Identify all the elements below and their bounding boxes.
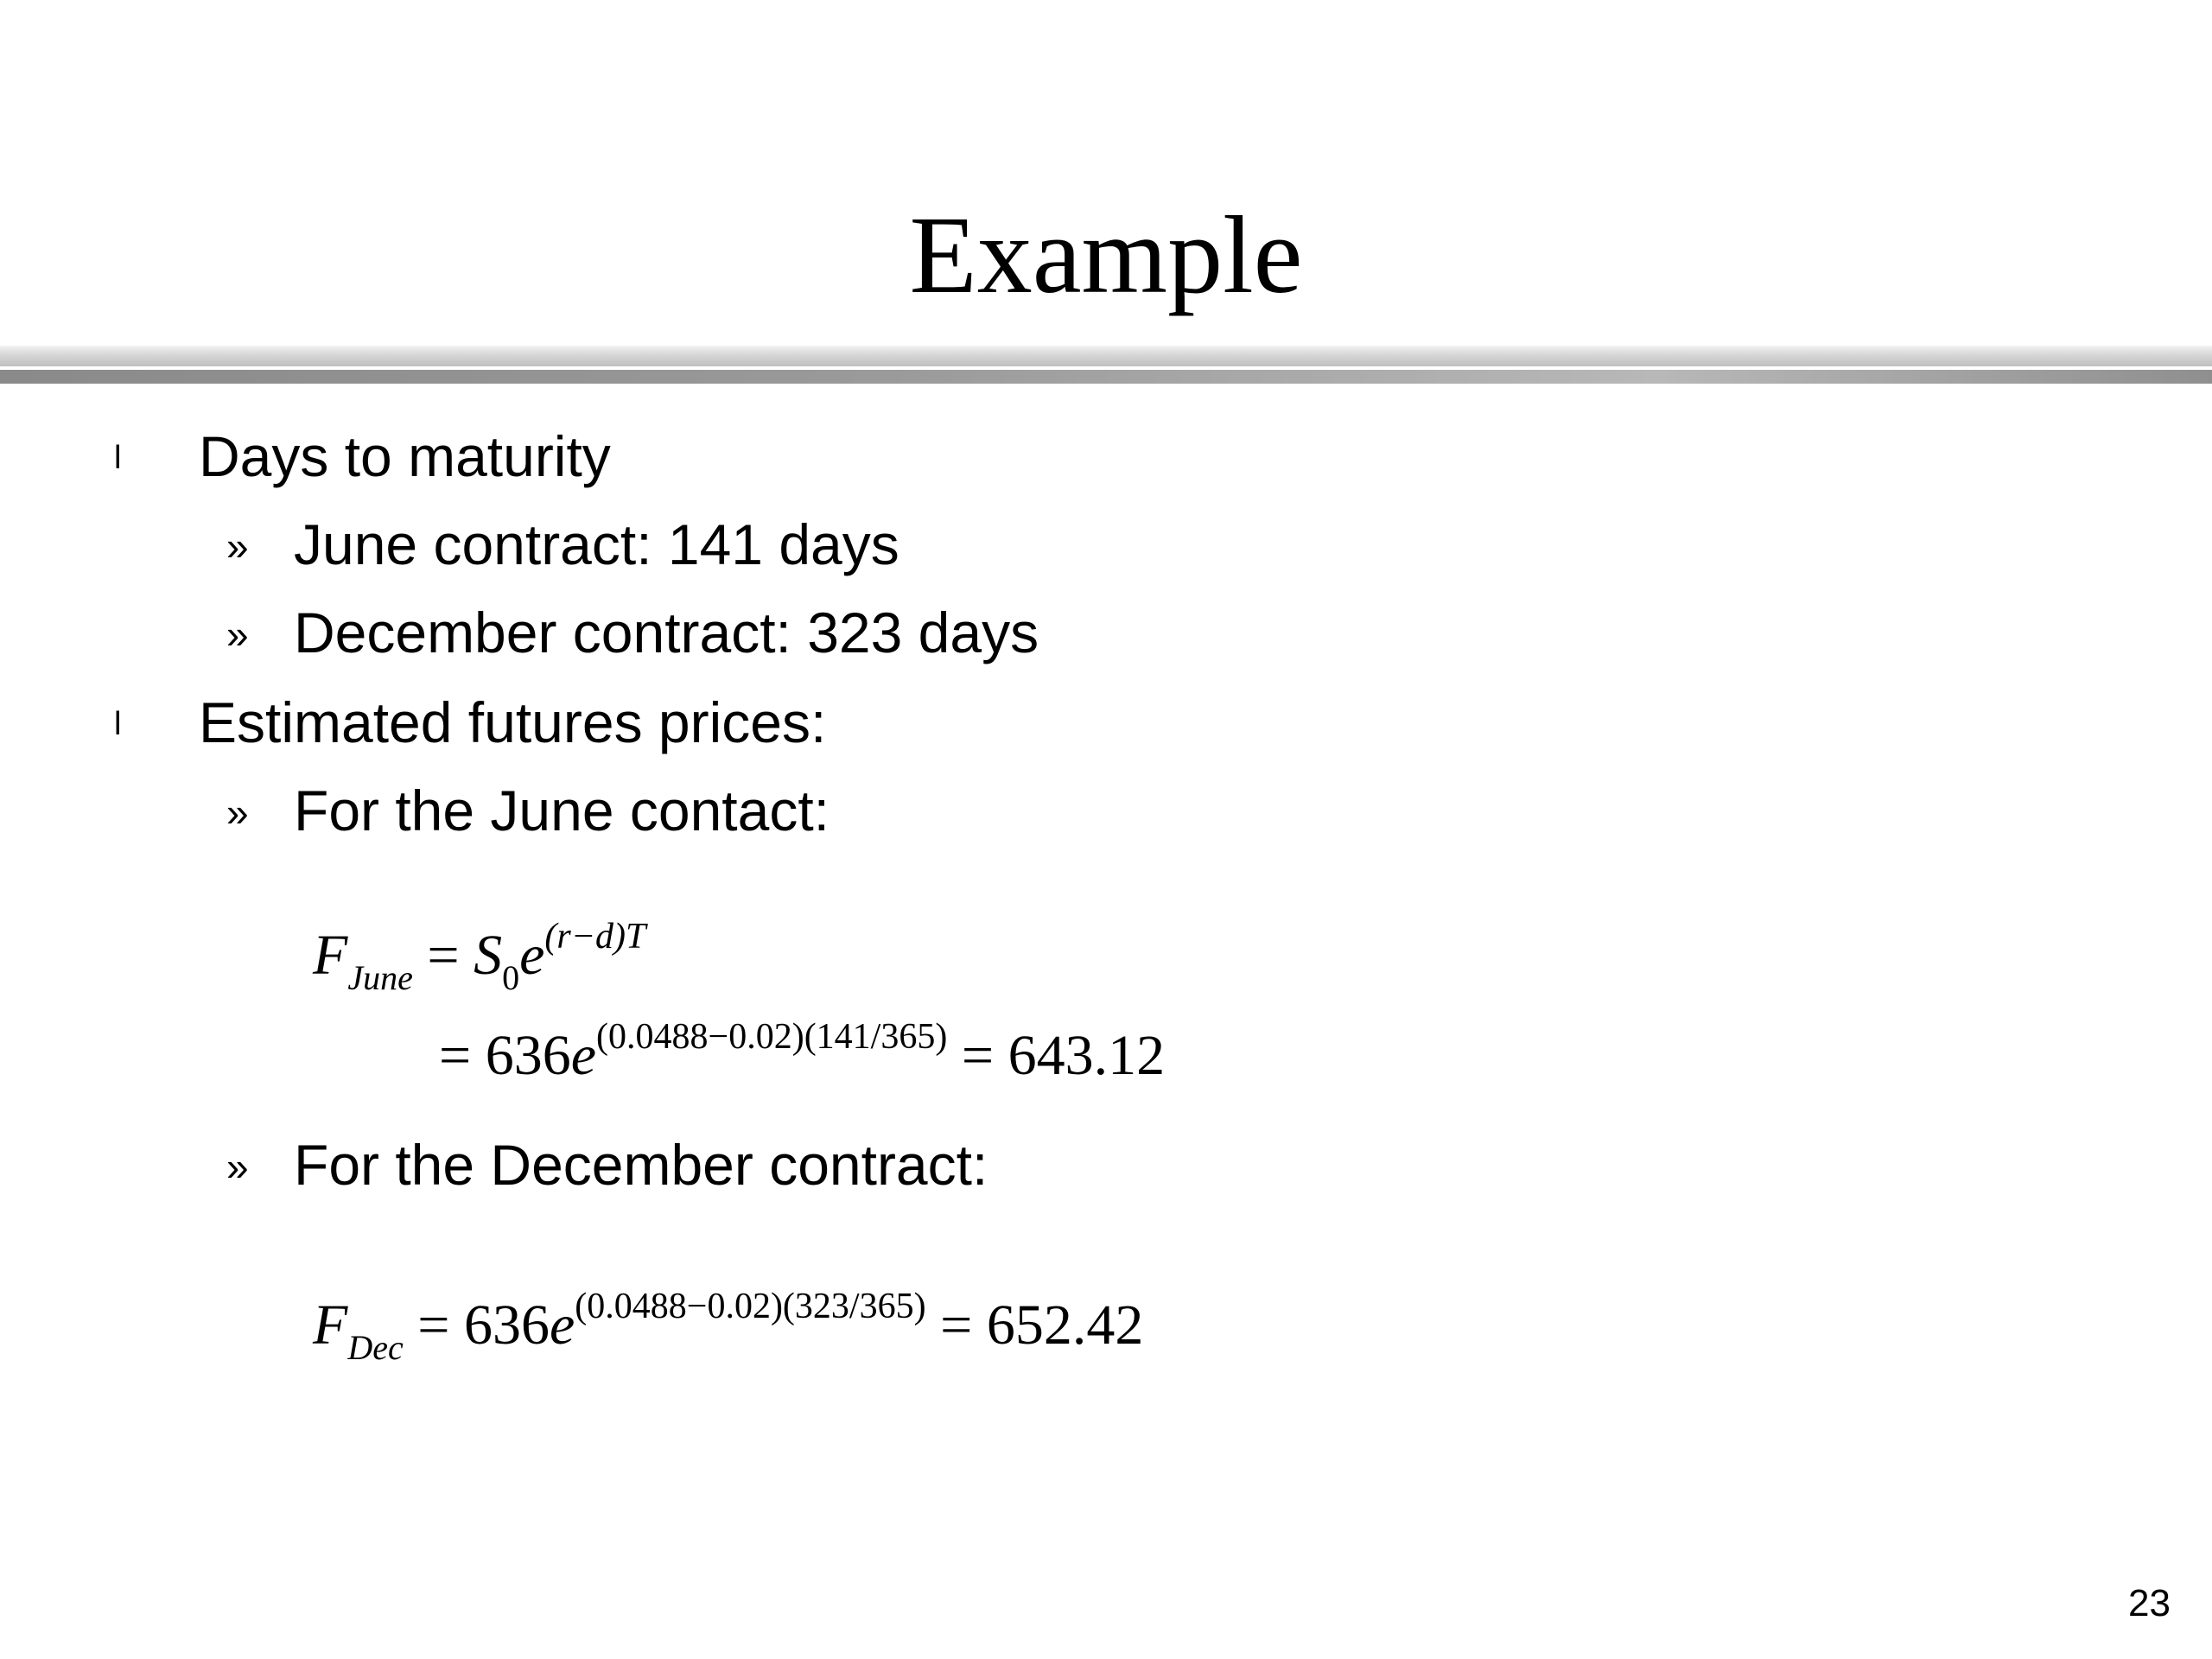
sub-bullet-marker: » <box>226 790 249 835</box>
formula-equals: = <box>417 1294 450 1357</box>
formula-equals: = <box>439 1024 472 1087</box>
formula-equals: = <box>940 1294 973 1357</box>
formula-result: 643.12 <box>1007 1024 1166 1087</box>
formula-e: e <box>570 1024 597 1087</box>
title-divider <box>0 346 2212 384</box>
formula-s: S <box>474 924 503 987</box>
sub-bullet-marker: » <box>226 1144 249 1189</box>
divider-bar-top <box>0 346 2212 366</box>
formula-coefficient: 636 <box>463 1294 550 1357</box>
june-formula <box>313 902 645 1013</box>
divider-bar-bottom <box>0 370 2212 384</box>
formula-exponent: (r−d)T <box>544 917 646 957</box>
page-number: 23 <box>2128 1582 2171 1624</box>
formula-equals: = <box>961 1024 995 1087</box>
bullet-estimated-prices: Estimated futures prices: <box>199 690 827 754</box>
sub-bullet-marker: » <box>226 612 249 657</box>
sub-bullet-june-days: June contract: 141 days <box>294 512 899 576</box>
bullet-days-to-maturity: Days to maturity <box>199 424 611 488</box>
slide-title: Example <box>909 194 1303 316</box>
formula-f: F <box>313 924 348 987</box>
formula-coefficient: 636 <box>485 1024 571 1087</box>
december-formula <box>313 1272 1143 1382</box>
formula-result: 652.42 <box>986 1294 1144 1357</box>
formula-s-subscript: 0 <box>502 958 520 997</box>
bullet-marker: l <box>114 440 122 476</box>
formula-e: e <box>519 924 545 987</box>
formula-equals: = <box>427 924 460 987</box>
june-value-formula <box>439 1002 1165 1090</box>
formula-e: e <box>549 1294 575 1357</box>
sub-bullet-december-days: December contract: 323 days <box>294 601 1039 664</box>
bullet-marker: l <box>114 706 122 742</box>
formula-f-subscript: June <box>347 958 413 997</box>
formula-f-subscript: Dec <box>347 1328 404 1367</box>
formula-f: F <box>313 1294 348 1357</box>
formula-exponent: (0.0488−0.02)(323/365) <box>575 1287 926 1326</box>
formula-exponent: (0.0488−0.02)(141/365) <box>596 1017 948 1057</box>
sub-bullet-marker: » <box>226 524 249 569</box>
sub-bullet-december-contract: For the December contract: <box>294 1133 988 1197</box>
sub-bullet-june-contact: For the June contact: <box>294 779 830 842</box>
